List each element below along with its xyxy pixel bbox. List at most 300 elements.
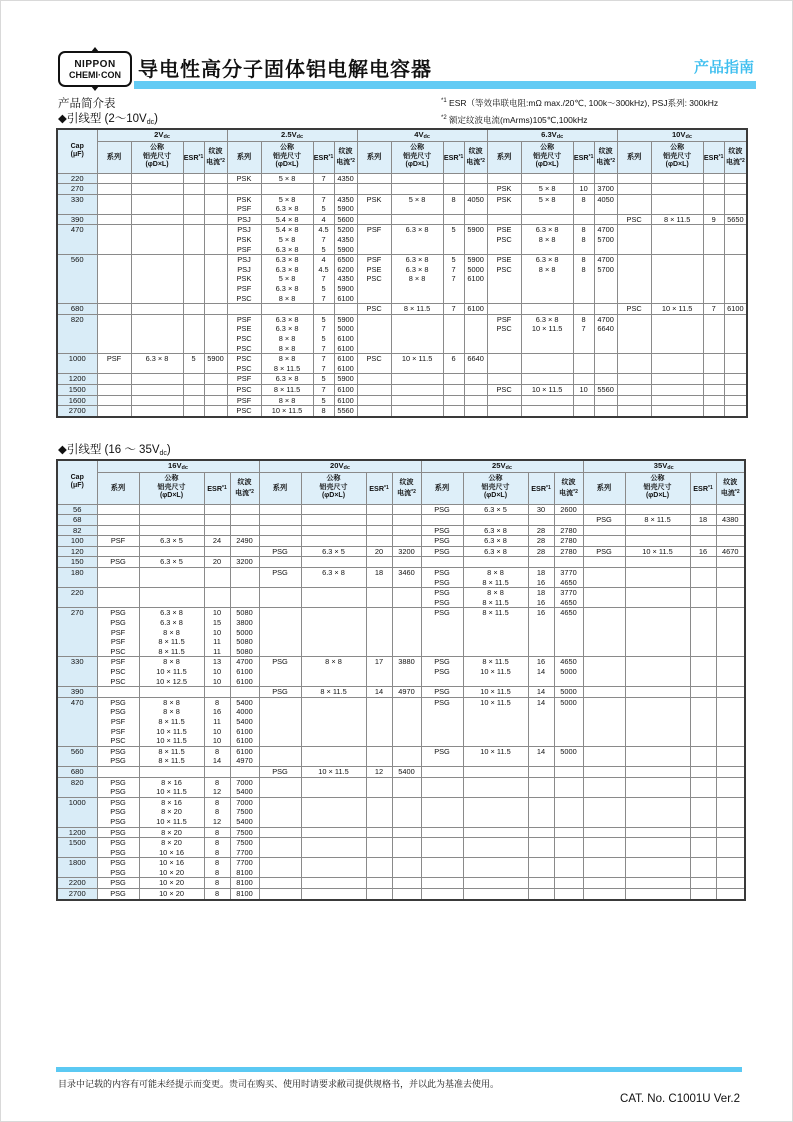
cell-esr — [690, 568, 716, 588]
value-line: 5900 — [467, 225, 484, 235]
cell-size — [463, 878, 528, 889]
cell-ripple — [204, 214, 227, 225]
value-line: 8 × 20 — [161, 807, 182, 817]
cell-series — [421, 827, 463, 838]
value-line: 7 — [581, 324, 586, 334]
cell-esr — [528, 878, 554, 889]
cell-series — [97, 687, 139, 698]
cell-ripple — [392, 746, 421, 766]
cell-series — [487, 314, 521, 353]
footer-accent-bar — [56, 1067, 742, 1072]
cell-ripple — [724, 173, 747, 184]
cell-cap — [57, 838, 97, 858]
cell-size — [139, 777, 204, 797]
value-line: PSC — [496, 264, 512, 274]
cell-esr — [443, 194, 464, 214]
cell-esr — [366, 504, 392, 515]
cell-esr — [528, 746, 554, 766]
voltage-header-row — [57, 129, 747, 141]
cell-series — [259, 766, 301, 777]
cap-value: 330 — [70, 657, 84, 667]
value-line: 6.3 × 8 — [484, 525, 507, 535]
footer-disclaimer: 目录中记载的内容有可能未经提示而变更。贵司在购买、使用时请要求敝司提供规格书，并以此为基准去使用。 — [58, 1079, 500, 1089]
cell-esr — [690, 588, 716, 608]
cell-size — [391, 304, 443, 315]
cell-ripple — [724, 255, 747, 304]
cell-size — [625, 777, 690, 797]
cell-series — [617, 225, 651, 255]
cell-ripple — [594, 304, 617, 315]
value-line: 4.5 — [318, 264, 329, 274]
cell-esr — [443, 395, 464, 406]
value-line: 14 — [536, 667, 546, 676]
table-row — [57, 395, 747, 406]
value-line: PSK — [236, 194, 252, 204]
cell-series — [259, 889, 301, 900]
cell-ripple — [724, 304, 747, 315]
value-line: 7 — [321, 293, 326, 303]
value-line: 6.3 × 8 — [535, 314, 559, 324]
value-line: 8 — [214, 858, 220, 868]
value-line: 4.5 — [318, 225, 329, 235]
size-header-line: 公称 — [488, 475, 503, 483]
value-line: 16 — [536, 577, 546, 587]
cell-size — [391, 225, 443, 255]
cell-esr — [366, 546, 392, 557]
ripple-header-line: 电流$^{*2}$ — [726, 158, 745, 166]
cell-esr — [573, 304, 594, 315]
value-line: 16 — [536, 657, 546, 667]
value-line: 5700 — [597, 235, 614, 245]
cell-ripple — [554, 536, 583, 547]
value-line: 4350 — [337, 274, 354, 284]
cell-series — [97, 304, 131, 315]
cell-size — [463, 557, 528, 568]
cell-esr — [204, 858, 230, 878]
cap-value: 82 — [73, 525, 82, 535]
value-line: 8 — [581, 225, 586, 235]
cell-esr — [183, 194, 204, 214]
cell-size — [625, 568, 690, 588]
value-line: 14 — [212, 756, 222, 766]
cell-size — [391, 173, 443, 184]
cell-esr — [313, 173, 334, 184]
cell-ripple — [554, 746, 583, 766]
cell-cap — [57, 657, 97, 687]
cell-size — [261, 304, 313, 315]
value-line: 5900 — [337, 204, 354, 214]
value-line: 11 — [213, 637, 221, 647]
cap-header-line: (μF) — [70, 151, 84, 159]
value-line: 6.3 × 5 — [484, 504, 507, 514]
ripple-sup: *2 — [220, 158, 225, 164]
value-line: PSF — [110, 536, 126, 546]
cell-size — [651, 225, 703, 255]
value-line: 20 — [374, 546, 384, 556]
cell-esr — [204, 797, 230, 827]
cell-esr — [204, 504, 230, 515]
cell-ripple — [554, 687, 583, 698]
col-header-size — [301, 472, 366, 504]
table-row — [57, 838, 745, 858]
cell-series — [259, 687, 301, 698]
cap-value: 470 — [70, 697, 84, 707]
cell-size — [625, 557, 690, 568]
cell-size — [391, 184, 443, 195]
cap-value: 2700 — [68, 406, 86, 416]
cell-cap — [57, 536, 97, 547]
cell-ripple — [716, 878, 745, 889]
cell-series — [97, 354, 131, 374]
cell-esr — [204, 546, 230, 557]
value-line: PSC — [366, 354, 382, 364]
value-line: 6.3 × 8 — [484, 536, 507, 546]
value-line: PSC — [110, 667, 126, 676]
cell-esr — [443, 354, 464, 374]
cell-ripple — [554, 515, 583, 526]
voltage-sub: dc — [181, 465, 188, 472]
cell-ripple — [392, 797, 421, 827]
section1-title — [58, 110, 158, 126]
cell-ripple — [230, 568, 259, 588]
voltage-header — [583, 460, 745, 472]
cell-size — [463, 568, 528, 588]
col-header-series: 系列 — [259, 472, 301, 504]
cell-size — [463, 515, 528, 526]
cell-series — [227, 395, 261, 406]
table-leaded-16to35v — [56, 459, 742, 901]
cell-cap — [57, 546, 97, 557]
esr-sup: *1 — [708, 484, 713, 491]
value-line: 8 — [581, 314, 586, 324]
cell-size — [139, 568, 204, 588]
value-line: 6.3 × 8 — [145, 354, 169, 364]
cell-series — [259, 568, 301, 588]
cell-series — [487, 384, 521, 395]
cell-ripple — [392, 766, 421, 777]
voltage-label: 16V — [168, 461, 182, 471]
cell-esr — [204, 838, 230, 858]
cell-series — [97, 889, 139, 900]
value-line: 8 × 8 — [278, 343, 296, 353]
cell-size — [139, 687, 204, 698]
value-line: 6100 — [337, 363, 354, 373]
ripple-sup: *2 — [573, 489, 578, 495]
value-line: 5900 — [337, 314, 354, 324]
value-line: 5080 — [236, 646, 253, 656]
cell-esr — [528, 588, 554, 608]
value-line: 6.3 × 8 — [275, 204, 299, 214]
cell-series — [97, 766, 139, 777]
cap-value: 120 — [70, 546, 84, 556]
cell-series — [421, 568, 463, 588]
value-line: 8 × 8 — [278, 354, 296, 364]
value-line: 8 × 11.5 — [158, 637, 185, 647]
cell-series — [421, 504, 463, 515]
cell-ripple — [392, 536, 421, 547]
cell-series — [617, 194, 651, 214]
value-line: PSG — [110, 889, 126, 899]
cell-ripple — [204, 406, 227, 417]
cell-size — [139, 889, 204, 900]
table-body — [57, 173, 747, 417]
voltage-header — [227, 129, 357, 141]
voltage-label: 2.5V — [281, 130, 297, 140]
cap-header-line: (μF) — [70, 482, 84, 490]
column-header-row — [57, 141, 747, 173]
cell-series — [227, 354, 261, 374]
cell-size — [625, 746, 690, 766]
cell-size — [391, 374, 443, 385]
cell-size — [131, 395, 183, 406]
cell-esr — [573, 255, 594, 304]
cell-ripple — [554, 608, 583, 657]
cell-size — [261, 225, 313, 255]
cell-ripple — [230, 608, 259, 657]
value-line: PSG — [434, 597, 450, 607]
voltage-label: 35V — [653, 461, 668, 471]
cell-series — [357, 184, 391, 195]
cap-value: 1200 — [68, 827, 86, 837]
cell-size — [139, 525, 204, 536]
cell-size — [261, 194, 313, 214]
value-line: 5 — [321, 314, 326, 324]
cell-esr — [703, 214, 724, 225]
value-line: 4650 — [560, 597, 577, 607]
esr-sup: *1 — [458, 153, 464, 160]
col-header-ripple — [204, 141, 227, 173]
section2-prefix: ◆引线型 (16 ～ 35V — [58, 444, 160, 456]
value-line: 4700 — [597, 225, 614, 235]
value-line: 18 — [536, 588, 546, 598]
cell-size — [521, 314, 573, 353]
cell-ripple — [204, 384, 227, 395]
cell-esr — [703, 406, 724, 417]
value-line: PSC — [496, 324, 512, 334]
size-header-line: 铝壳尺寸 — [143, 152, 171, 160]
value-line: 5 — [451, 225, 456, 235]
col-header-series: 系列 — [421, 472, 463, 504]
table-row — [57, 746, 745, 766]
cell-ripple — [230, 536, 259, 547]
cell-ripple — [392, 697, 421, 746]
cell-series — [227, 374, 261, 385]
ripple-header-line: 纹波 — [723, 479, 738, 487]
value-line: 10 × 11.5 — [531, 384, 563, 394]
cell-size — [463, 546, 528, 557]
cell-ripple — [204, 255, 227, 304]
value-line: PSK — [236, 173, 252, 183]
value-line: PSG — [434, 657, 450, 667]
cell-ripple — [594, 395, 617, 406]
value-line: 8 × 8 — [163, 707, 180, 717]
cell-esr — [204, 827, 230, 838]
cell-size — [651, 194, 703, 214]
value-line: 6100 — [236, 726, 253, 736]
value-line: PSG — [110, 867, 126, 877]
cell-series — [97, 588, 139, 608]
spec-table — [56, 459, 746, 901]
cell-size — [391, 395, 443, 406]
cell-size — [651, 374, 703, 385]
cell-size — [301, 536, 366, 547]
value-line: 6100 — [337, 354, 354, 364]
table-row — [57, 406, 747, 417]
value-line: 6100 — [337, 293, 354, 303]
size-header-line: 公称 — [650, 475, 665, 483]
cell-cap — [57, 395, 97, 406]
cell-size — [301, 588, 366, 608]
cell-series — [617, 406, 651, 417]
cap-value: 180 — [70, 568, 84, 578]
value-line: PSG — [110, 557, 126, 567]
voltage-sub: dc — [423, 134, 430, 141]
cell-cap — [57, 889, 97, 900]
cell-size — [651, 406, 703, 417]
value-line: 6.3 × 8 — [275, 264, 299, 274]
cell-ripple — [724, 225, 747, 255]
value-line: 16 — [536, 597, 546, 607]
cell-esr — [443, 184, 464, 195]
cell-esr — [573, 406, 594, 417]
cell-cap — [57, 225, 97, 255]
value-line: 7000 — [236, 777, 253, 787]
value-line: 8 — [214, 838, 220, 848]
product-guide-label: 产品指南 — [693, 59, 754, 76]
cell-ripple — [716, 515, 745, 526]
table-leaded-2to10v — [56, 128, 745, 418]
value-line: PSF — [496, 314, 512, 324]
cell-size — [463, 504, 528, 515]
cell-size — [391, 354, 443, 374]
cell-size — [625, 797, 690, 827]
cell-esr — [443, 314, 464, 353]
cell-esr — [366, 797, 392, 827]
nippon-chemi-con-logo — [58, 51, 132, 87]
value-line: 5900 — [207, 354, 224, 364]
value-line: PSG — [434, 536, 450, 546]
cell-size — [139, 504, 204, 515]
value-line: 6100 — [337, 334, 354, 343]
cell-size — [521, 194, 573, 214]
section2-volt-sub: dc — [159, 450, 167, 457]
ripple-header-line: 纹波 — [561, 479, 576, 487]
cell-esr — [703, 374, 724, 385]
cell-size — [131, 255, 183, 304]
cell-series — [259, 746, 301, 766]
value-line: 6100 — [337, 395, 354, 405]
value-line: 8 — [214, 867, 220, 877]
table-row — [57, 314, 747, 353]
cell-esr — [313, 255, 334, 304]
cell-cap — [57, 557, 97, 568]
cell-series — [357, 194, 391, 214]
cell-size — [139, 608, 204, 657]
cell-ripple — [464, 194, 487, 214]
cell-ripple — [724, 395, 747, 406]
cell-ripple — [230, 504, 259, 515]
value-line: PSF — [106, 354, 122, 364]
cell-esr — [366, 746, 392, 766]
cell-ripple — [594, 374, 617, 385]
value-line: 6.3 × 8 — [160, 608, 183, 618]
value-line: PSG — [110, 847, 126, 857]
cell-ripple — [594, 255, 617, 304]
cell-esr — [183, 395, 204, 406]
cell-size — [261, 406, 313, 417]
value-line: 7500 — [236, 838, 253, 848]
value-line: 8100 — [236, 867, 253, 877]
value-line: 10 × 11.5 — [156, 816, 187, 826]
cell-size — [463, 536, 528, 547]
value-line: 10 × 11.5 — [480, 697, 511, 707]
value-line: 10 — [212, 726, 222, 736]
value-line: 6.3 × 8 — [405, 255, 429, 265]
footnote-1 — [441, 94, 718, 111]
cell-series — [97, 858, 139, 878]
cell-esr — [366, 568, 392, 588]
value-line: 5700 — [597, 264, 614, 274]
col-header-esr: ESR$^{*1}$ — [690, 472, 716, 504]
value-line: 5 — [321, 244, 326, 254]
cell-series — [487, 194, 521, 214]
value-line: 12 — [212, 787, 222, 797]
value-line: 10 × 11.5 — [480, 687, 511, 697]
value-line: 8 — [451, 194, 456, 204]
value-line: PSG — [596, 515, 612, 525]
cell-cap — [57, 697, 97, 746]
cell-esr — [690, 515, 716, 526]
cell-series — [421, 697, 463, 746]
value-line: 18 — [374, 568, 384, 578]
ripple-header-line: 电流$^{*2}$ — [397, 489, 416, 497]
cell-ripple — [716, 557, 745, 568]
cell-ripple — [392, 657, 421, 687]
cell-size — [131, 406, 183, 417]
value-line: 8 — [581, 235, 586, 245]
cap-value: 2200 — [68, 878, 86, 888]
cell-size — [651, 184, 703, 195]
cell-size — [301, 797, 366, 827]
cell-series — [97, 225, 131, 255]
cap-value: 1500 — [68, 384, 86, 394]
value-line: PSC — [366, 274, 382, 284]
cell-ripple — [724, 214, 747, 225]
cell-ripple — [716, 889, 745, 900]
value-line: 8 — [581, 255, 586, 265]
cap-value: 56 — [73, 504, 82, 514]
table-row — [57, 557, 745, 568]
value-line: 8 — [214, 878, 220, 888]
cell-series — [421, 546, 463, 557]
value-line: PSG — [110, 878, 126, 888]
value-line: 4970 — [398, 687, 415, 697]
value-line: PSG — [434, 525, 450, 535]
cell-ripple — [716, 766, 745, 777]
cell-cap — [57, 746, 97, 766]
cell-size — [625, 697, 690, 746]
value-line: 8 × 20 — [161, 827, 182, 837]
value-line: 14 — [536, 746, 546, 756]
cell-series — [97, 697, 139, 746]
value-line: 7500 — [236, 807, 253, 817]
cell-ripple — [716, 838, 745, 858]
cell-size — [131, 194, 183, 214]
cell-esr — [528, 766, 554, 777]
cell-ripple — [392, 546, 421, 557]
cell-esr — [204, 525, 230, 536]
value-line: 5400 — [236, 787, 253, 797]
